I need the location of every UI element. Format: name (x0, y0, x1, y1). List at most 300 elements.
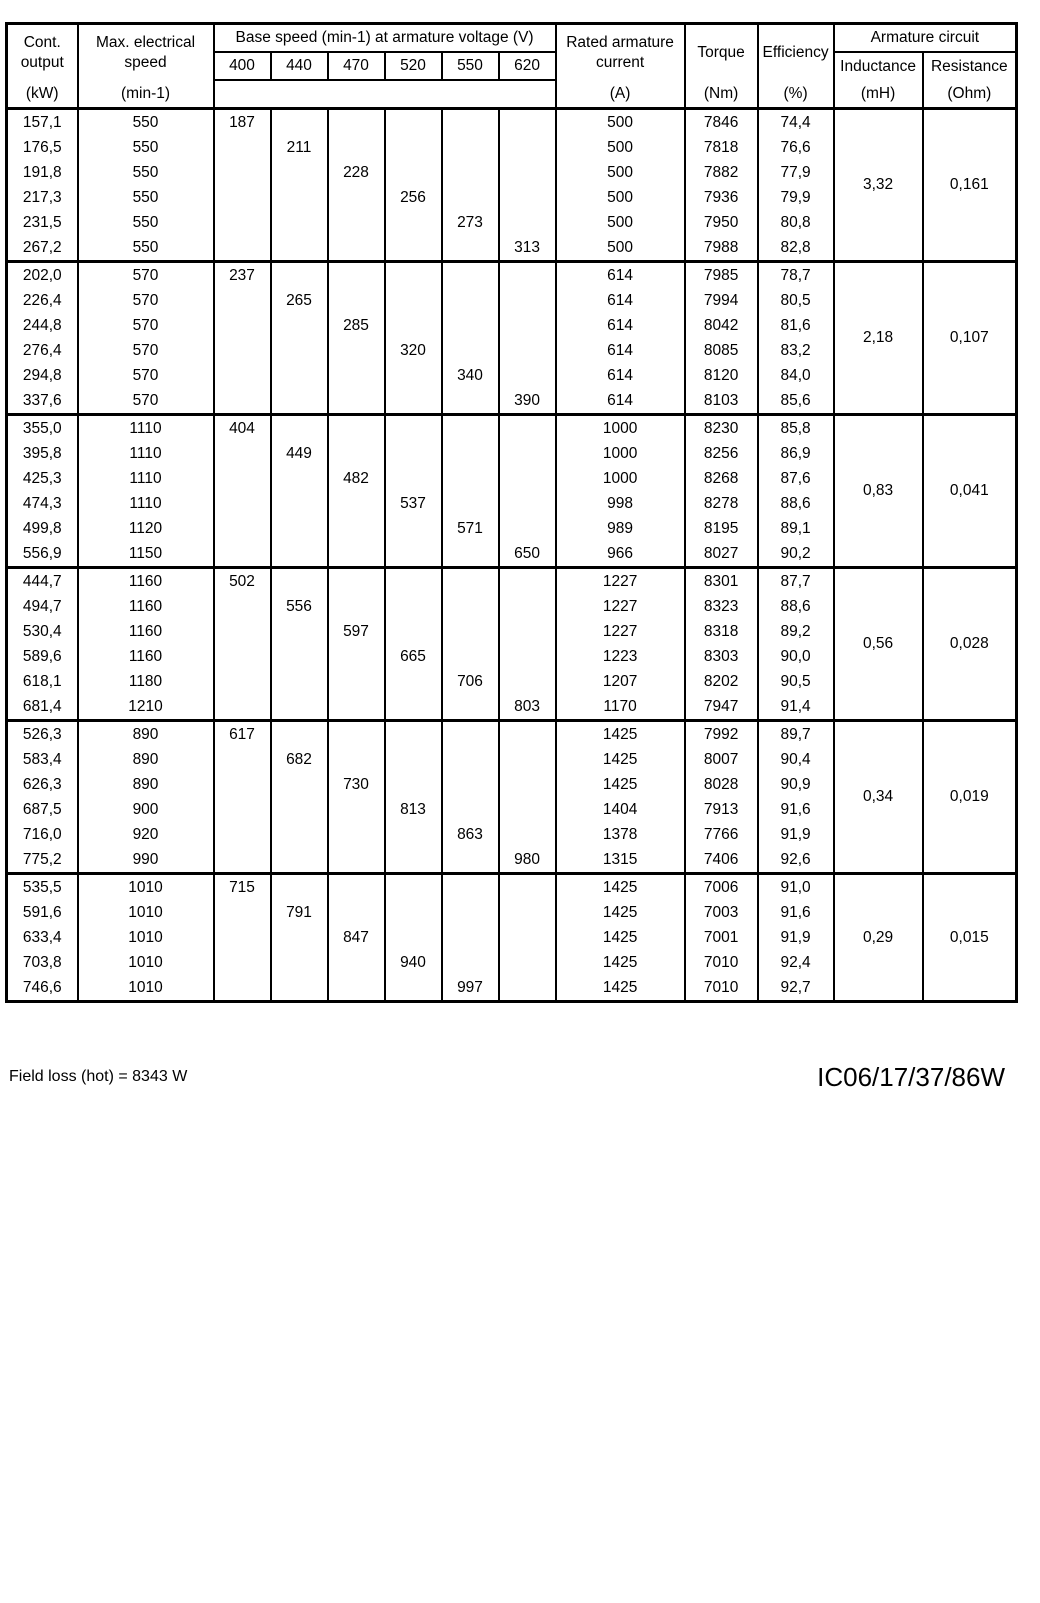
cell-current: 500 (556, 210, 685, 235)
cell-base-speed: 285 (328, 313, 385, 338)
table-row (7, 262, 1017, 289)
cell-base-speed (214, 135, 271, 160)
cell-max-speed: 570 (78, 313, 214, 338)
cell-efficiency: 88,6 (758, 491, 834, 516)
cell-base-speed (271, 669, 328, 694)
cell-base-speed (214, 160, 271, 185)
cell-base-speed (328, 822, 385, 847)
cell-torque: 7846 (685, 109, 758, 136)
cell-base-speed (385, 747, 442, 772)
cell-torque: 8230 (685, 415, 758, 442)
cell-base-speed (442, 541, 499, 568)
cell-base-speed (442, 900, 499, 925)
header-voltage-400: 400 (214, 52, 271, 80)
cell-base-speed (271, 235, 328, 262)
cell-max-speed: 890 (78, 747, 214, 772)
cell-resistance: 0,028 (923, 568, 1017, 721)
cell-base-speed (271, 262, 328, 289)
header-voltage-470: 470 (328, 52, 385, 80)
cell-inductance: 0,56 (834, 568, 923, 721)
cell-inductance: 2,18 (834, 262, 923, 415)
cell-base-speed (499, 619, 556, 644)
cell-max-speed: 550 (78, 210, 214, 235)
cell-base-speed (385, 313, 442, 338)
cell-efficiency: 89,2 (758, 619, 834, 644)
cell-efficiency: 90,2 (758, 541, 834, 568)
cell-torque: 7010 (685, 975, 758, 1002)
cell-base-speed (214, 441, 271, 466)
cell-base-speed (328, 847, 385, 874)
cell-base-speed (442, 135, 499, 160)
cell-output: 276,4 (7, 338, 78, 363)
cell-output: 425,3 (7, 466, 78, 491)
cell-output: 267,2 (7, 235, 78, 262)
cell-base-speed (385, 160, 442, 185)
cell-max-speed: 1010 (78, 975, 214, 1002)
cell-base-speed (385, 694, 442, 721)
cell-base-speed (442, 721, 499, 748)
drawing-code: IC06/17/37/86W (817, 1062, 1005, 1092)
cell-base-speed (328, 568, 385, 595)
header-efficiency: Efficiency (758, 24, 834, 81)
cell-resistance: 0,015 (923, 874, 1017, 1002)
cell-efficiency: 91,9 (758, 822, 834, 847)
cell-base-speed: 482 (328, 466, 385, 491)
cell-base-speed: 803 (499, 694, 556, 721)
cell-output: 626,3 (7, 772, 78, 797)
cell-torque: 8301 (685, 568, 758, 595)
cell-base-speed: 813 (385, 797, 442, 822)
cell-efficiency: 85,6 (758, 388, 834, 415)
cell-base-speed: 617 (214, 721, 271, 748)
cell-max-speed: 1010 (78, 950, 214, 975)
cell-base-speed (328, 415, 385, 442)
cell-torque: 7988 (685, 235, 758, 262)
cell-base-speed (214, 235, 271, 262)
cell-base-speed (499, 313, 556, 338)
cell-base-speed (214, 747, 271, 772)
cell-base-speed (328, 950, 385, 975)
cell-base-speed (442, 388, 499, 415)
cell-base-speed (214, 822, 271, 847)
cell-efficiency: 86,9 (758, 441, 834, 466)
cell-base-speed (442, 874, 499, 901)
cell-base-speed (214, 772, 271, 797)
cell-base-speed (385, 415, 442, 442)
cell-efficiency: 92,7 (758, 975, 834, 1002)
cell-base-speed (271, 363, 328, 388)
cell-base-speed (328, 363, 385, 388)
cell-current: 614 (556, 262, 685, 289)
cell-torque: 8103 (685, 388, 758, 415)
cell-max-speed: 570 (78, 388, 214, 415)
cell-torque: 8323 (685, 594, 758, 619)
cell-base-speed (499, 925, 556, 950)
cell-base-speed (499, 747, 556, 772)
cell-base-speed (271, 415, 328, 442)
cell-current: 1227 (556, 568, 685, 595)
cell-max-speed: 900 (78, 797, 214, 822)
cell-base-speed: 556 (271, 594, 328, 619)
cell-base-speed (442, 288, 499, 313)
cell-max-speed: 1110 (78, 491, 214, 516)
cell-base-speed (271, 568, 328, 595)
cell-base-speed (385, 541, 442, 568)
header-rated-armature-current: Rated armature current (556, 24, 685, 81)
cell-base-speed (328, 516, 385, 541)
cell-efficiency: 91,6 (758, 797, 834, 822)
cell-base-speed (442, 491, 499, 516)
cell-base-speed (442, 262, 499, 289)
cell-base-speed: 597 (328, 619, 385, 644)
cell-output: 775,2 (7, 847, 78, 874)
cell-efficiency: 80,8 (758, 210, 834, 235)
cell-efficiency: 89,1 (758, 516, 834, 541)
cell-output: 589,6 (7, 644, 78, 669)
cell-output: 157,1 (7, 109, 78, 136)
cell-torque: 8202 (685, 669, 758, 694)
cell-base-speed (499, 975, 556, 1002)
cell-base-speed (214, 516, 271, 541)
cell-base-speed: 665 (385, 644, 442, 669)
cell-base-speed (271, 491, 328, 516)
cell-base-speed (499, 441, 556, 466)
cell-base-speed: 449 (271, 441, 328, 466)
cell-base-speed: 404 (214, 415, 271, 442)
cell-base-speed (271, 975, 328, 1002)
cell-base-speed (499, 185, 556, 210)
cell-base-speed (328, 109, 385, 136)
cell-torque: 7950 (685, 210, 758, 235)
table-row (7, 874, 1017, 901)
cell-base-speed (271, 160, 328, 185)
cell-base-speed (214, 925, 271, 950)
cell-torque: 7947 (685, 694, 758, 721)
cell-efficiency: 91,6 (758, 900, 834, 925)
cell-base-speed (271, 925, 328, 950)
cell-current: 614 (556, 313, 685, 338)
cell-base-speed: 320 (385, 338, 442, 363)
cell-torque: 7992 (685, 721, 758, 748)
cell-base-speed (499, 415, 556, 442)
cell-output: 474,3 (7, 491, 78, 516)
cell-base-speed (385, 388, 442, 415)
cell-max-speed: 1110 (78, 441, 214, 466)
cell-torque: 8085 (685, 338, 758, 363)
cell-current: 998 (556, 491, 685, 516)
cell-base-speed (271, 874, 328, 901)
cell-output: 535,5 (7, 874, 78, 901)
cell-output: 231,5 (7, 210, 78, 235)
cell-efficiency: 83,2 (758, 338, 834, 363)
cell-efficiency: 88,6 (758, 594, 834, 619)
cell-output: 444,7 (7, 568, 78, 595)
cell-inductance: 0,34 (834, 721, 923, 874)
table-row (7, 721, 1017, 748)
cell-base-speed (328, 669, 385, 694)
cell-output: 530,4 (7, 619, 78, 644)
cell-base-speed (328, 541, 385, 568)
cell-current: 1315 (556, 847, 685, 874)
cell-base-speed (499, 772, 556, 797)
cell-current: 1404 (556, 797, 685, 822)
cell-torque: 7882 (685, 160, 758, 185)
cell-efficiency: 91,0 (758, 874, 834, 901)
cell-efficiency: 80,5 (758, 288, 834, 313)
cell-base-speed (499, 669, 556, 694)
unit-inductance: (mH) (834, 80, 923, 109)
cell-base-speed (214, 619, 271, 644)
cell-current: 500 (556, 160, 685, 185)
cell-efficiency: 76,6 (758, 135, 834, 160)
cell-max-speed: 1160 (78, 619, 214, 644)
cell-torque: 8278 (685, 491, 758, 516)
cell-current: 500 (556, 135, 685, 160)
cell-base-speed: 980 (499, 847, 556, 874)
cell-base-speed (385, 109, 442, 136)
cell-torque: 7010 (685, 950, 758, 975)
cell-current: 1170 (556, 694, 685, 721)
cell-max-speed: 890 (78, 721, 214, 748)
field-loss-note: Field loss (hot) = 8343 W (9, 1068, 188, 1085)
cell-output: 294,8 (7, 363, 78, 388)
cell-base-speed (385, 721, 442, 748)
cell-efficiency: 91,9 (758, 925, 834, 950)
cell-base-speed (442, 772, 499, 797)
header-armature-circuit: Armature circuit (834, 24, 1017, 53)
unit-speed: (min-1) (78, 80, 214, 109)
cell-base-speed (214, 185, 271, 210)
cell-max-speed: 550 (78, 160, 214, 185)
cell-base-speed (271, 541, 328, 568)
cell-current: 1425 (556, 772, 685, 797)
cell-output: 202,0 (7, 262, 78, 289)
cell-base-speed (328, 185, 385, 210)
cell-base-speed (442, 797, 499, 822)
footer (9, 1062, 1005, 1096)
cell-max-speed: 550 (78, 135, 214, 160)
cell-efficiency: 81,6 (758, 313, 834, 338)
cell-base-speed (499, 262, 556, 289)
cell-base-speed (271, 185, 328, 210)
cell-base-speed: 863 (442, 822, 499, 847)
cell-base-speed (385, 669, 442, 694)
cell-base-speed (499, 491, 556, 516)
cell-base-speed (499, 721, 556, 748)
cell-base-speed (271, 516, 328, 541)
cell-base-speed (499, 516, 556, 541)
cell-efficiency: 82,8 (758, 235, 834, 262)
motor-spec-table (5, 22, 1018, 1003)
cell-base-speed (442, 747, 499, 772)
cell-base-speed: 940 (385, 950, 442, 975)
cell-torque: 7766 (685, 822, 758, 847)
cell-max-speed: 990 (78, 847, 214, 874)
cell-current: 1425 (556, 874, 685, 901)
cell-base-speed (385, 210, 442, 235)
cell-torque: 8042 (685, 313, 758, 338)
cell-output: 591,6 (7, 900, 78, 925)
cell-torque: 7985 (685, 262, 758, 289)
cell-base-speed (328, 975, 385, 1002)
cell-base-speed (442, 950, 499, 975)
cell-base-speed (271, 313, 328, 338)
cell-current: 614 (556, 363, 685, 388)
cell-output: 633,4 (7, 925, 78, 950)
cell-base-speed: 791 (271, 900, 328, 925)
cell-current: 1425 (556, 975, 685, 1002)
cell-base-speed (214, 363, 271, 388)
cell-max-speed: 1160 (78, 568, 214, 595)
cell-output: 681,4 (7, 694, 78, 721)
cell-torque: 7001 (685, 925, 758, 950)
cell-base-speed (328, 388, 385, 415)
cell-torque: 7994 (685, 288, 758, 313)
header-inductance: Inductance (834, 52, 923, 80)
cell-output: 618,1 (7, 669, 78, 694)
cell-output: 494,7 (7, 594, 78, 619)
unit-output: (kW) (7, 80, 78, 109)
cell-base-speed (271, 822, 328, 847)
cell-base-speed (442, 415, 499, 442)
cell-max-speed: 1180 (78, 669, 214, 694)
cell-base-speed (385, 363, 442, 388)
cell-efficiency: 78,7 (758, 262, 834, 289)
cell-output: 395,8 (7, 441, 78, 466)
cell-current: 966 (556, 541, 685, 568)
header-torque: Torque (685, 24, 758, 81)
cell-base-speed (499, 109, 556, 136)
cell-output: 583,4 (7, 747, 78, 772)
cell-base-speed (328, 262, 385, 289)
cell-base-speed (385, 466, 442, 491)
cell-base-speed (499, 466, 556, 491)
cell-base-speed (214, 644, 271, 669)
cell-base-speed (499, 338, 556, 363)
cell-base-speed (271, 847, 328, 874)
cell-base-speed (271, 338, 328, 363)
header-base-speed: Base speed (min-1) at armature voltage (V) (214, 24, 556, 53)
cell-base-speed (214, 338, 271, 363)
unit-current: (A) (556, 80, 685, 109)
cell-max-speed: 1110 (78, 466, 214, 491)
cell-efficiency: 90,5 (758, 669, 834, 694)
cell-base-speed: 682 (271, 747, 328, 772)
table-row (7, 415, 1017, 442)
cell-base-speed (328, 747, 385, 772)
cell-base-speed (271, 644, 328, 669)
cell-torque: 7818 (685, 135, 758, 160)
cell-max-speed: 570 (78, 338, 214, 363)
cell-base-speed (214, 313, 271, 338)
cell-base-speed (271, 950, 328, 975)
cell-base-speed (385, 568, 442, 595)
motor-spec-sheet (5, 22, 1015, 1003)
header-voltage-440: 440 (271, 52, 328, 80)
cell-base-speed (328, 338, 385, 363)
cell-efficiency: 77,9 (758, 160, 834, 185)
cell-efficiency: 79,9 (758, 185, 834, 210)
cell-base-speed (271, 797, 328, 822)
cell-base-speed (328, 644, 385, 669)
cell-efficiency: 90,4 (758, 747, 834, 772)
cell-base-speed (328, 721, 385, 748)
cell-base-speed (385, 619, 442, 644)
cell-current: 500 (556, 235, 685, 262)
cell-base-speed (214, 669, 271, 694)
cell-base-speed (328, 441, 385, 466)
cell-base-speed: 706 (442, 669, 499, 694)
cell-base-speed (442, 568, 499, 595)
cell-max-speed: 1150 (78, 541, 214, 568)
cell-torque: 8256 (685, 441, 758, 466)
cell-base-speed (442, 594, 499, 619)
cell-efficiency: 92,6 (758, 847, 834, 874)
cell-base-speed (328, 900, 385, 925)
header-voltage-550: 550 (442, 52, 499, 80)
cell-output: 337,6 (7, 388, 78, 415)
cell-base-speed: 228 (328, 160, 385, 185)
cell-base-speed (214, 288, 271, 313)
cell-efficiency: 87,6 (758, 466, 834, 491)
cell-resistance: 0,161 (923, 109, 1017, 262)
cell-base-speed (385, 135, 442, 160)
cell-max-speed: 550 (78, 185, 214, 210)
cell-base-speed: 650 (499, 541, 556, 568)
cell-base-speed (271, 694, 328, 721)
cell-inductance: 0,83 (834, 415, 923, 568)
cell-max-speed: 570 (78, 363, 214, 388)
cell-base-speed (442, 619, 499, 644)
cell-base-speed (499, 288, 556, 313)
cell-base-speed (328, 491, 385, 516)
cell-base-speed (385, 772, 442, 797)
cell-base-speed (499, 160, 556, 185)
cell-base-speed (271, 619, 328, 644)
cell-resistance: 0,107 (923, 262, 1017, 415)
cell-max-speed: 1010 (78, 900, 214, 925)
cell-base-speed (499, 797, 556, 822)
cell-base-speed: 237 (214, 262, 271, 289)
cell-max-speed: 920 (78, 822, 214, 847)
cell-efficiency: 84,0 (758, 363, 834, 388)
cell-inductance: 3,32 (834, 109, 923, 262)
cell-base-speed (328, 210, 385, 235)
cell-current: 989 (556, 516, 685, 541)
cell-base-speed (385, 822, 442, 847)
cell-base-speed (328, 288, 385, 313)
cell-base-speed (385, 235, 442, 262)
cell-efficiency: 85,8 (758, 415, 834, 442)
cell-base-speed (271, 388, 328, 415)
cell-current: 1223 (556, 644, 685, 669)
cell-resistance: 0,041 (923, 415, 1017, 568)
cell-current: 1227 (556, 594, 685, 619)
cell-base-speed: 390 (499, 388, 556, 415)
cell-max-speed: 1160 (78, 594, 214, 619)
cell-max-speed: 1010 (78, 925, 214, 950)
cell-base-speed (328, 594, 385, 619)
cell-base-speed (499, 594, 556, 619)
cell-base-speed (499, 568, 556, 595)
cell-current: 1207 (556, 669, 685, 694)
cell-torque: 8007 (685, 747, 758, 772)
cell-base-speed: 847 (328, 925, 385, 950)
cell-base-speed (442, 235, 499, 262)
header-resistance: Resistance (923, 52, 1017, 80)
cell-output: 703,8 (7, 950, 78, 975)
cell-base-speed: 537 (385, 491, 442, 516)
